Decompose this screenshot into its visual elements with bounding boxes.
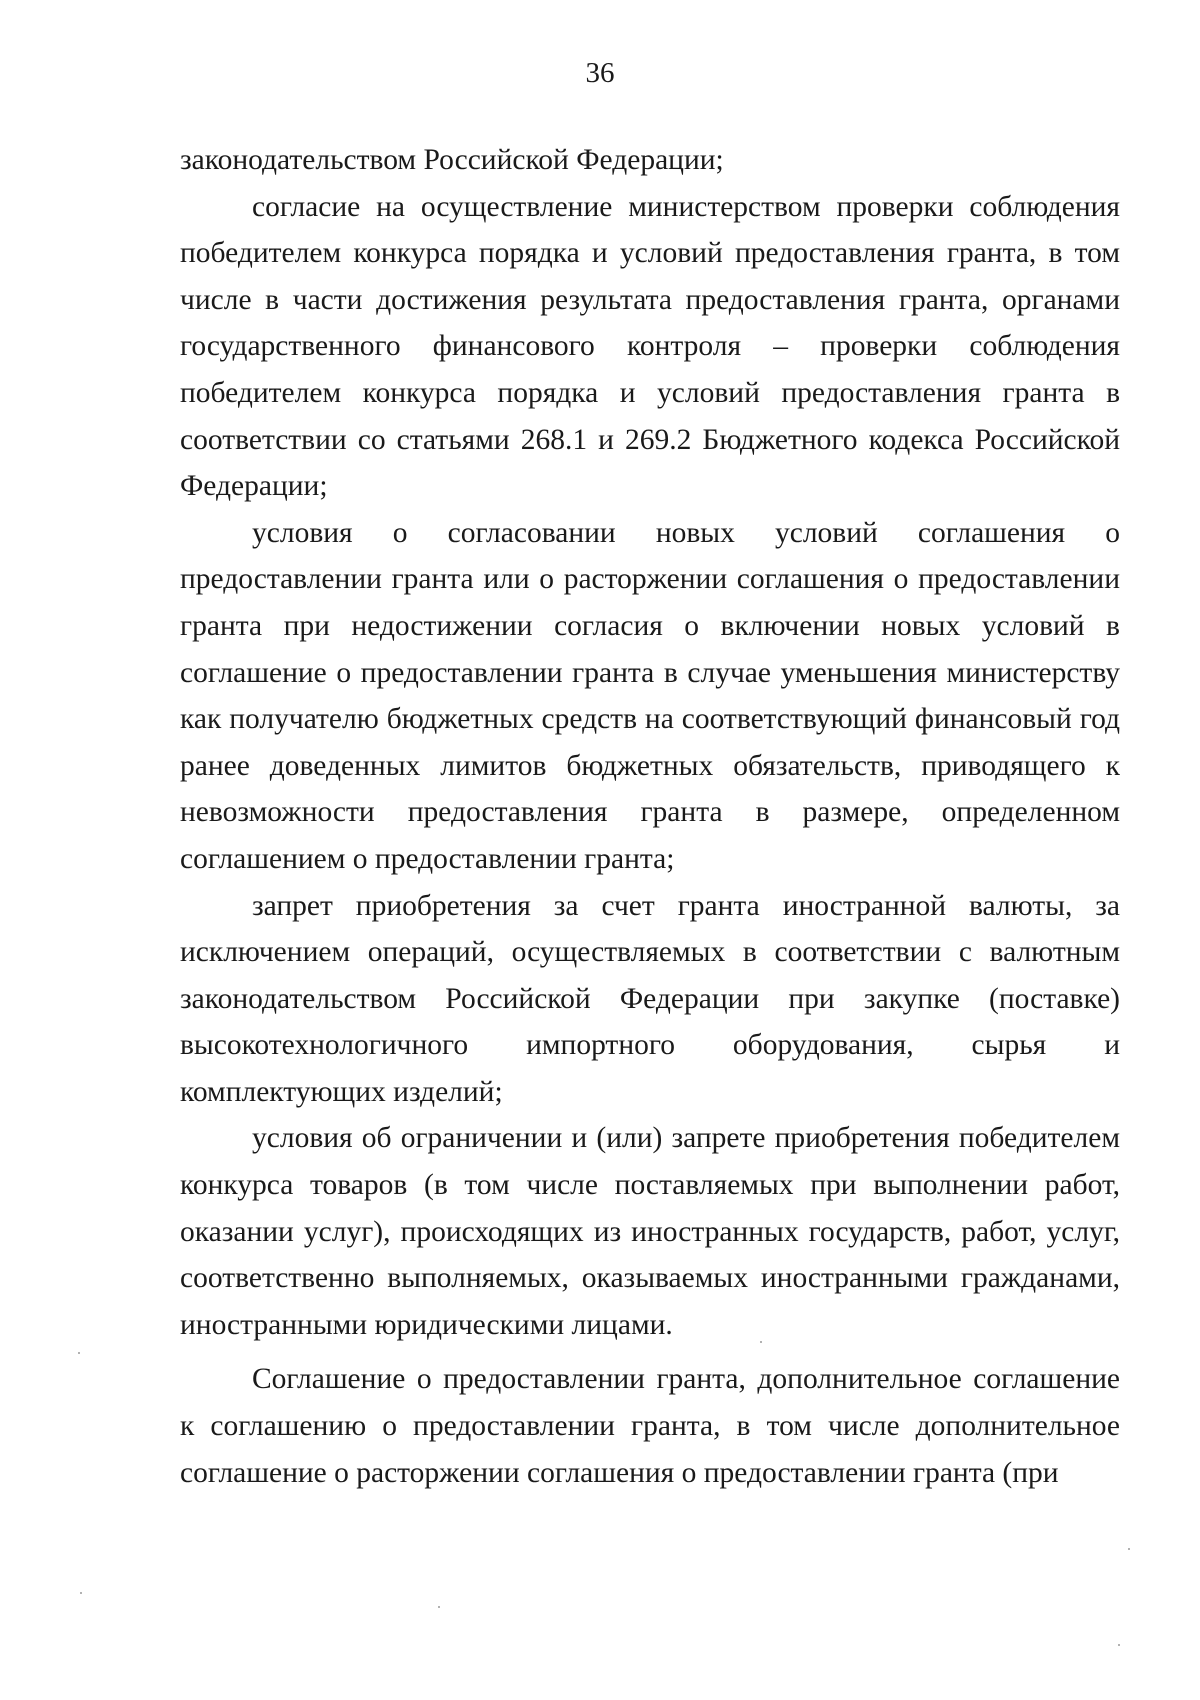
paragraph-agreement: Соглашение о предоставлении гранта, дополнительное соглашение к соглашению о предоставлении гранта, в том числе дополнительное соглашение о расторжении соглашения о предоставлении гранта (при (180, 1363, 1120, 1489)
paragraph-new-conditions: условия о согласовании новых условий соглашения о предоставлении гранта или о расторжении соглашения о предоставлении гранта при недостижении согласия о включении новых условий в соглашение о предоставлении гранта в случае уменьшения министерству как получателю бюджетных средств на соответствующий финансовый год ранее доведенных лимитов бюджетных обязательств, приводящего к невозможности предоставления гранта в размере, определенном соглашением о предоставлении гранта; (180, 516, 1120, 875)
scan-speck (760, 1341, 762, 1343)
scan-speck (1128, 1548, 1130, 1550)
paragraph-consent-to-audit: согласие на осуществление министерством проверки соблюдения победителем конкурса порядка и условий предоставления гранта, в том числе в части достижения результата предоставления гранта, органами государственного финансового контроля – проверки соблюдения победителем конкурса порядка и условий предоставления гранта в соответствии со статьями 268.1 и 269.2 Бюджетного кодекса Российской Федерации; (180, 190, 1120, 503)
scan-speck (438, 1606, 440, 1608)
scan-speck (80, 1592, 82, 1594)
page-number: 36 (585, 57, 615, 89)
paragraph-currency-ban: запрет приобретения за счет гранта иностранной валюты, за исключением операций, осуществляемых в соответствии с валютным законодательством Российской Федерации при закупке (поставке) высокотехнологичного импортного оборудования, сырья и комплектующих изделий; (180, 889, 1120, 1108)
document-body (180, 137, 1120, 1496)
scan-speck (1118, 1644, 1120, 1646)
paragraph-continuation: законодательством Российской Федерации; (180, 144, 724, 176)
paragraph-foreign-goods-restriction: условия об ограничении и (или) запрете приобретения победителем конкурса товаров (в том числе поставляемых при выполнении работ, оказании услуг), происходящих из иностранных государств, работ, услуг, соответственно выполняемых, оказываемых иностранными гражданами, иностранными юридическими лицами. (180, 1122, 1120, 1341)
scan-speck (78, 1352, 80, 1354)
